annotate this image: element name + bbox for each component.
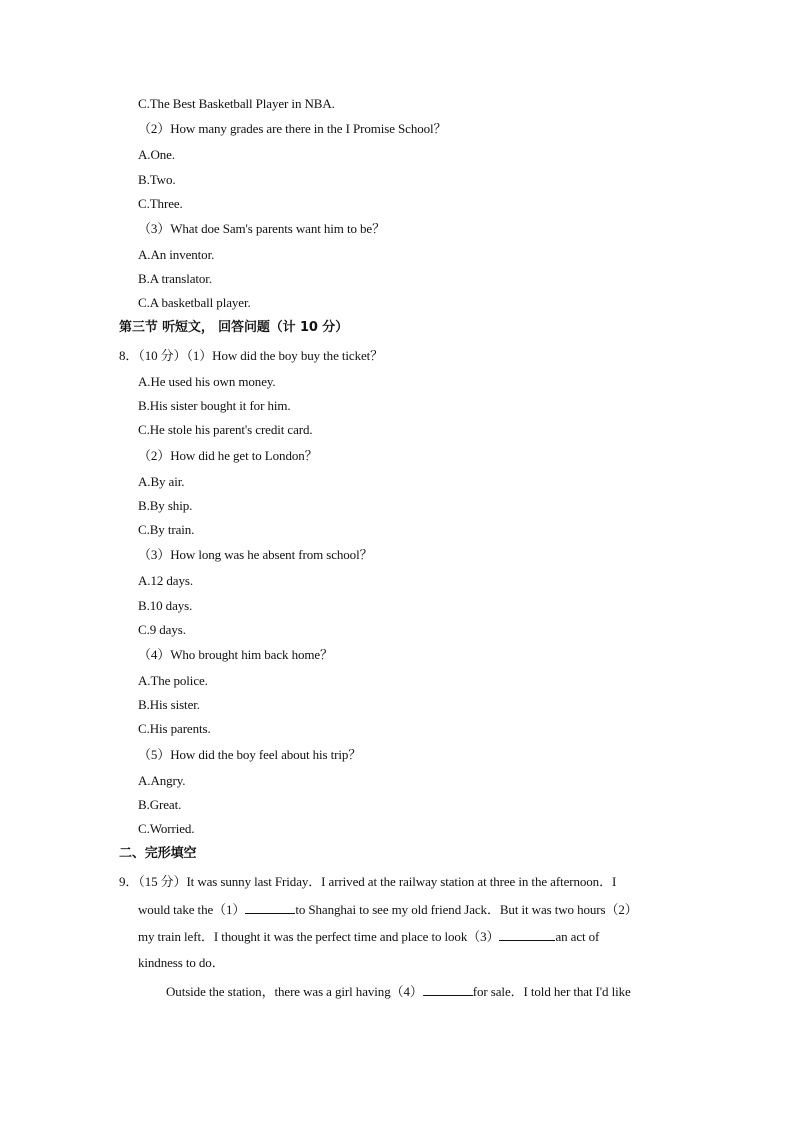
paragraph-text: for sale．I told her that I'd like [472, 984, 631, 999]
option-text: A.He used his own money. [138, 374, 276, 389]
question-text: （5）How did the boy feel about his trip？ [138, 747, 362, 762]
option-text: B.Great. [138, 797, 182, 812]
option-text: B.His sister bought it for him. [138, 398, 291, 413]
option-text: A.By air. [138, 474, 185, 489]
option-text: C.9 days. [138, 622, 186, 637]
section-heading: 第三节 听短文， 回答问题（计 10 分） [119, 320, 349, 335]
option-text: C.By train. [138, 522, 195, 537]
option-text: A.One. [138, 147, 175, 162]
paragraph-line [166, 983, 631, 1000]
option-text: C.His parents. [138, 721, 211, 736]
paragraph-line: 9．（15 分）It was sunny last Friday．I arrived at the railway station at three in the afternoon．I [119, 874, 617, 889]
option-text: B.A translator. [138, 271, 212, 286]
paragraph-text: would take the（1） [138, 902, 246, 917]
paragraph-line: kindness to do． [138, 955, 225, 970]
section-heading: 二、完形填空 [119, 846, 197, 861]
paragraph-line [138, 928, 675, 945]
option-text: B.His sister. [138, 697, 200, 712]
option-text: B.By ship. [138, 498, 193, 513]
option-text: C.A basketball player. [138, 295, 251, 310]
option-text: A.An inventor. [138, 247, 215, 262]
option-text: C.He stole his parent's credit card. [138, 422, 313, 437]
paragraph-text: to Shanghai to see my old friend Jack．But it was two hours（2） [295, 902, 638, 917]
option-text: A.12 days. [138, 573, 193, 588]
paragraph-text: an act of [555, 929, 600, 944]
question-text: （2）How many grades are there in the I Promise School？ [138, 121, 447, 136]
question-text: （4）Who brought him back home？ [138, 647, 333, 662]
paragraph-line [138, 901, 675, 918]
blank-1 [245, 901, 295, 914]
paragraph-text: Outside the station，there was a girl having（4） [166, 984, 423, 999]
question-text: （3）What doe Sam's parents want him to be？ [138, 221, 386, 236]
option-text: C.Three. [138, 196, 183, 211]
option-text: A.Angry. [138, 773, 186, 788]
option-text: B.10 days. [138, 598, 193, 613]
question-text: 8．（10 分）（1）How did the boy buy the ticket？ [119, 348, 384, 363]
question-text: （2）How did he get to London？ [138, 448, 318, 463]
option-text: A.The police. [138, 673, 208, 688]
paragraph-text: my train left．I thought it was the perfect time and place to look（3） [138, 929, 500, 944]
blank-4 [423, 983, 473, 996]
question-text: （3）How long was he absent from school？ [138, 547, 373, 562]
blank-3 [499, 928, 555, 941]
option-text: C.The Best Basketball Player in NBA. [138, 96, 335, 111]
option-text: C.Worried. [138, 821, 195, 836]
option-text: B.Two. [138, 172, 176, 187]
